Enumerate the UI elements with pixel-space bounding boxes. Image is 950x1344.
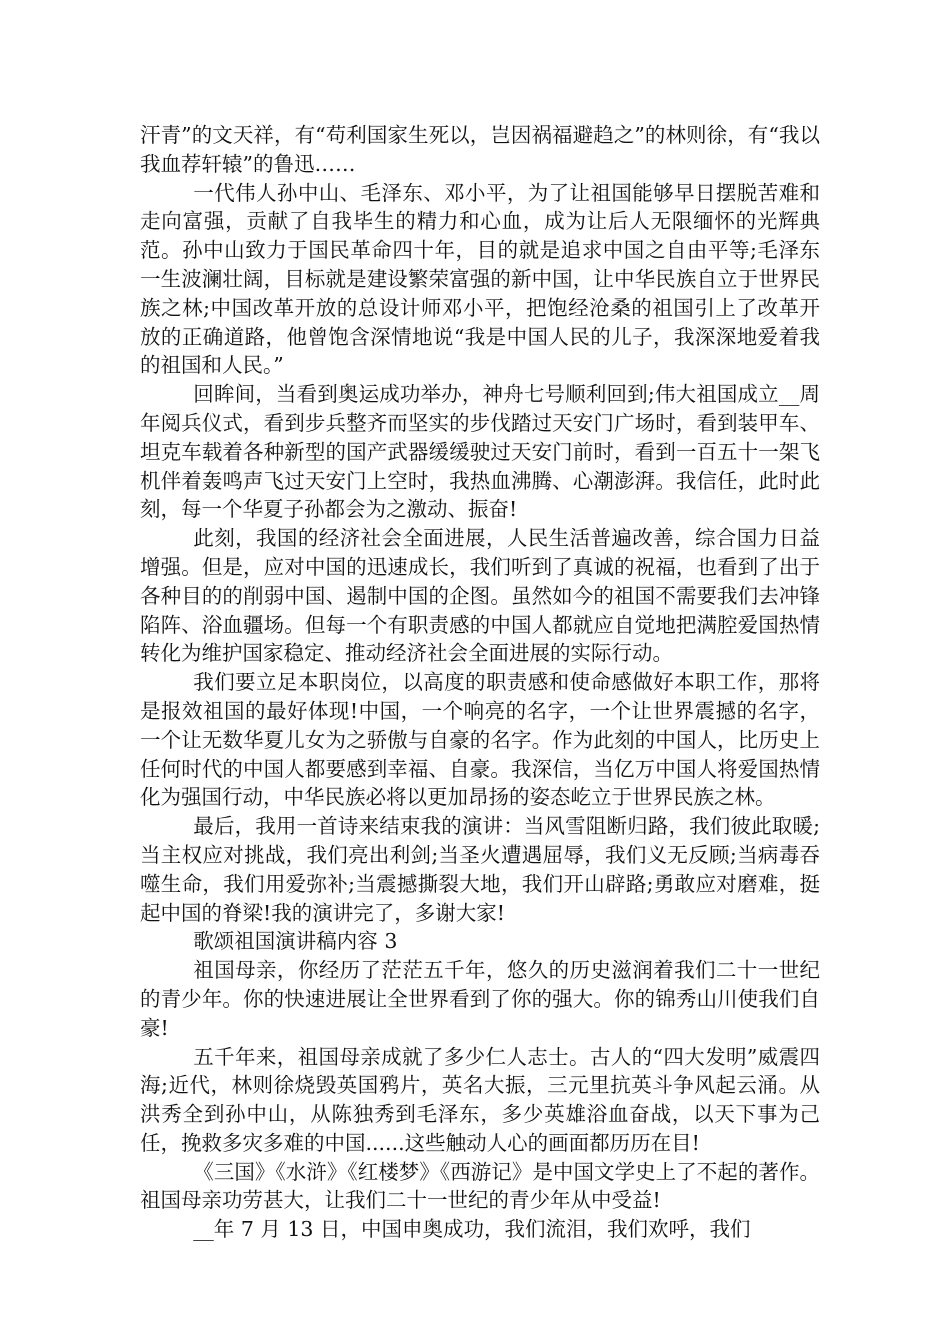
paragraph: __年 7 月 13 日，中国申奥成功，我们流泪，我们欢呼，我们 — [193, 1217, 751, 1242]
paragraph: 回眸间，当看到奥运成功举办，神舟七号顺利回到;伟大祖国成立__周年阅兵仪式，看到步兵整齐而坚实的步伐踏过天安门广场时，看到装甲车、坦克车载着各种新型的国产武器缓缓驶过天安门前时，看到一百五十一架飞机伴着轰鸣声飞过天安门上空时，我热血沸腾、心潮澎湃。我信任，此时此刻，每一个华夏子孙都会为之激动、振奋! — [140, 382, 820, 522]
paragraph: 我们要立足本职岗位，以高度的职责感和使命感做好本职工作，那将是报效祖国的最好体现!中国，一个响亮的名字，一个让世界震撼的名字，一个让无数华夏儿女为之骄傲与自豪的名字。作为此刻的中国人，比历史上任何时代的中国人都要感到幸福、自豪。我深信，当亿万中国人将爱国热情化为强国行动，中华民族必将以更加昂扬的姿态屹立于世界民族之林。 — [140, 670, 820, 810]
paragraph: 祖国母亲，你经历了茫茫五千年，悠久的历史滋润着我们二十一世纪的青少年。你的快速进展让全世界看到了你的强大。你的锦秀山川使我们自豪! — [140, 958, 820, 1040]
paragraph: 一代伟人孙中山、毛泽东、邓小平，为了让祖国能够早日摆脱苦难和走向富强，贡献了自我毕生的精力和心血，成为让后人无限缅怀的光辉典范。孙中山致力于国民革命四十年，目的就是追求中国之自由平等;毛泽东一生波澜壮阔，目标就是建设繁荣富强的新中国，让中华民族自立于世界民族之林;中国改革开放的总设计师邓小平，把饱经沧桑的祖国引上了改革开放的正确道路，他曾饱含深情地说“我是中国人民的儿子，我深深地爱着我的祖国和人民。” — [140, 180, 820, 378]
paragraph: 此刻，我国的经济社会全面进展，人民生活普遍改善，综合国力日益增强。但是，应对中国的迅速成长，我们听到了真诚的祝福，也看到了出于各种目的的削弱中国、遏制中国的企图。虽然如今的祖国不需要我们去冲锋陷阵、浴血疆场。但每一个有职责感的中国人都就应自觉地把满腔爱国热情转化为维护国家稳定、推动经济社会全面进展的实际行动。 — [140, 526, 820, 666]
document-body — [140, 121, 820, 1244]
section-heading: 歌颂祖国演讲稿内容 3 — [193, 929, 398, 954]
paragraph: 《三国》《水浒》《红楼梦》《西游记》是中国文学史上了不起的著作。祖国母亲功劳甚大，让我们二十一世纪的青少年从中受益! — [140, 1159, 820, 1213]
paragraph: 汗青”的文天祥，有“苟利国家生死以，岂因祸福避趋之”的林则徐，有“我以我血荐轩辕”的鲁迅…… — [140, 123, 820, 176]
paragraph: 最后，我用一首诗来结束我的演讲：当风雪阻断归路，我们彼此取暖;当主权应对挑战，我们亮出利剑;当圣火遭遇屈辱，我们义无反顾;当病毒吞噬生命，我们用爱弥补;当震撼撕裂大地，我们开山辟路;勇敢应对磨难，挺起中国的脊梁!我的演讲完了，多谢大家! — [140, 814, 820, 925]
paragraph: 五千年来，祖国母亲成就了多少仁人志士。古人的“四大发明”威震四海;近代，林则徐烧毁英国鸦片，英名大振，三元里抗英斗争风起云涌。从洪秀全到孙中山，从陈独秀到毛泽东，多少英雄浴血奋战，以天下事为己任，挽救多灾多难的中国......这些触动人心的画面都历历在目! — [140, 1044, 820, 1155]
